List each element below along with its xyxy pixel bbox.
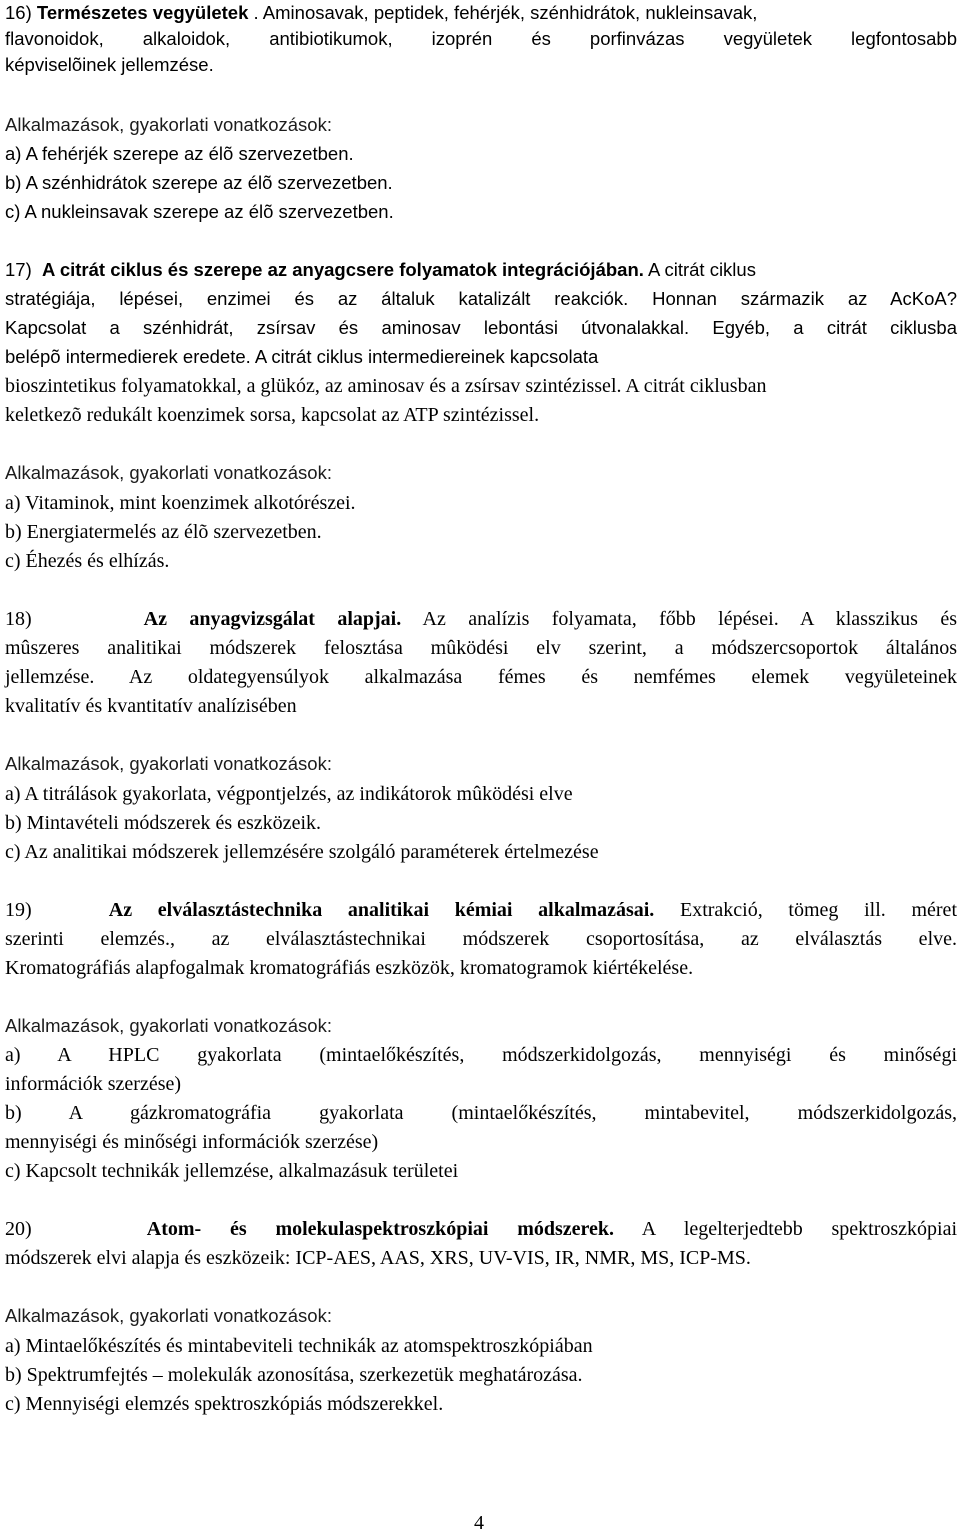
section-17-line-4: belépõ intermedierek eredete. A citrát ciklus intermediereinek kapcsolata bbox=[5, 346, 599, 367]
section-text: . Aminosavak, peptidek, fehérjék, szénhidrátok, nukleinsavak, bbox=[248, 2, 758, 23]
section-20-item-b: b) Spektrumfejtés – molekulák azonosítása, szerkezetük meghatározása. bbox=[5, 1364, 583, 1386]
section-title: Természetes vegyületek bbox=[36, 2, 249, 23]
section-17-item-a: a) Vitaminok, mint koenzimek alkotórészei. bbox=[5, 492, 356, 514]
section-17-line-6: keletkezõ redukált koenzimek sorsa, kapcsolat az ATP szintézissel. bbox=[5, 404, 540, 426]
section-16-line-3: képviselõinek jellemzése. bbox=[5, 54, 214, 75]
section-20-line-2: módszerek elvi alapja és eszközeik: ICP-AES, AAS, XRS, UV-VIS, IR, NMR, MS, ICP-MS. bbox=[5, 1247, 751, 1269]
section-text: A citrát ciklus bbox=[643, 259, 756, 280]
section-18-applications-heading: Alkalmazások, gyakorlati vonatkozások: bbox=[5, 753, 332, 774]
section-19-line-3: Kromatográfiás alapfogalmak kromatográfiás eszközök, kromatogramok kiértékelése. bbox=[5, 957, 694, 979]
section-19-item-b: b) A gázkromatográfia gyakorlata (mintaelőkészítés, mintabevitel, módszerkidolgozás, bbox=[5, 1102, 957, 1124]
section-17-line-5: bioszintetikus folyamatokkal, a glükóz, az aminosav és a zsírsav szintézissel. A citrát ciklusban bbox=[5, 375, 767, 397]
section-17-item-c: c) Éhezés és elhízás. bbox=[5, 550, 170, 572]
section-17-line-3: Kapcsolat a szénhidrát, zsírsav és aminosav lebontási útvonalakkal. Egyéb, a citrát ciklusba bbox=[5, 317, 957, 338]
section-17-line-1 bbox=[5, 257, 756, 283]
section-number: 20) bbox=[5, 1218, 32, 1240]
section-19-item-a: a) A HPLC gyakorlata (mintaelőkészítés, módszerkidolgozás, mennyiségi és minőségi bbox=[5, 1044, 957, 1066]
section-number: 16) bbox=[5, 2, 32, 23]
section-18-item-c: c) Az analitikai módszerek jellemzésére szolgáló paraméterek értelmezése bbox=[5, 841, 599, 863]
section-16-item-b: b) A szénhidrátok szerepe az élõ szervezetben. bbox=[5, 172, 393, 193]
section-title: Az anyagvizsgálat alapjai. bbox=[143, 608, 402, 630]
section-text: Extrakció, tömeg ill. méret bbox=[654, 899, 957, 921]
section-number: 17) bbox=[5, 259, 32, 280]
section-16-item-a: a) A fehérjék szerepe az élõ szervezetben. bbox=[5, 143, 354, 164]
section-18-item-a: a) A titrálások gyakorlata, végpontjelzés, az indikátorok mûködési elve bbox=[5, 783, 573, 805]
section-number: 18) bbox=[5, 608, 32, 630]
page-number: 4 bbox=[474, 1512, 484, 1534]
section-title: Atom- és molekulaspektroszkópiai módszerek. bbox=[146, 1218, 615, 1240]
section-19-applications-heading: Alkalmazások, gyakorlati vonatkozások: bbox=[5, 1015, 332, 1036]
section-16-item-c: c) A nukleinsavak szerepe az élõ szervezetben. bbox=[5, 201, 394, 222]
section-17-line-2: stratégiája, lépései, enzimei és az általuk katalizált reakciók. Honnan származik az AcKoA? bbox=[5, 288, 957, 309]
section-17-applications-heading: Alkalmazások, gyakorlati vonatkozások: bbox=[5, 462, 332, 483]
section-number: 19) bbox=[5, 899, 32, 921]
section-19-item-a-cont: információk szerzése) bbox=[5, 1073, 182, 1095]
section-title: Az elválasztástechnika analitikai kémiai alkalmazásai. bbox=[108, 899, 655, 921]
section-18-line-4: kvalitatív és kvantitatív analízisében bbox=[5, 695, 297, 717]
section-20-item-c: c) Mennyiségi elemzés spektroszkópiás módszerekkel. bbox=[5, 1393, 444, 1415]
section-18-line-3: jellemzése. Az oldategyensúlyok alkalmazása fémes és nemfémes elemek vegyületeinek bbox=[5, 666, 957, 688]
section-17-item-b: b) Energiatermelés az élõ szervezetben. bbox=[5, 521, 322, 543]
section-19-line-2: szerinti elemzés., az elválasztástechnikai módszerek csoportosítása, az elválasztás elve. bbox=[5, 928, 957, 950]
section-16-applications-heading: Alkalmazások, gyakorlati vonatkozások: bbox=[5, 114, 332, 135]
section-18-item-b: b) Mintavételi módszerek és eszközeik. bbox=[5, 812, 321, 834]
section-18-line-2: mûszeres analitikai módszerek felosztása mûködési elv szerint, a módszercsoportok általános bbox=[5, 637, 957, 659]
section-20-line-1 bbox=[5, 1216, 957, 1242]
section-20-applications-heading: Alkalmazások, gyakorlati vonatkozások: bbox=[5, 1305, 332, 1326]
section-text: Az analízis folyamata, főbb lépései. A klasszikus és bbox=[401, 608, 958, 630]
section-16-line-1 bbox=[5, 0, 757, 26]
section-20-item-a: a) Mintaelőkészítés és mintabeviteli technikák az atomspektroszkópiában bbox=[5, 1335, 593, 1357]
section-19-item-c: c) Kapcsolt technikák jellemzése, alkalmazásuk területei bbox=[5, 1160, 459, 1182]
section-text: A legelterjedtebb spektroszkópiai bbox=[614, 1218, 957, 1240]
section-title: A citrát ciklus és szerepe az anyagcsere folyamatok integrációjában. bbox=[42, 259, 644, 280]
section-19-item-b-cont: mennyiségi és minőségi információk szerzése) bbox=[5, 1131, 379, 1153]
section-18-line-1 bbox=[5, 606, 957, 632]
section-16-line-2: flavonoidok, alkaloidok, antibiotikumok, izoprén és porfinvázas vegyületek legfontosabb bbox=[5, 28, 957, 49]
section-19-line-1 bbox=[5, 897, 957, 923]
